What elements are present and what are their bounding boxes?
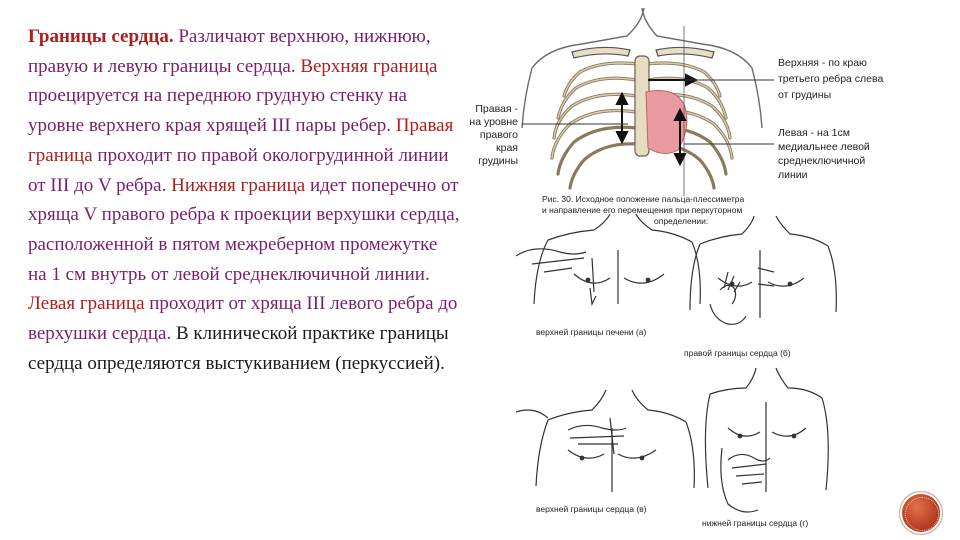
left-border-term: Левая граница (28, 293, 145, 315)
caption-line-3: определении: (654, 216, 709, 226)
panel-d-torso (705, 368, 828, 512)
label-left-line-1: Левая - на 1см (778, 127, 850, 139)
figure-caption (542, 194, 744, 226)
rib-cage-figure (452, 8, 902, 196)
label-left-line-3: среднеключичной (778, 155, 866, 167)
label-left-line-4: линии (778, 169, 808, 181)
clinical-practice-text: В клинической практике границы сердца определяются выстукиванием (перкуссией). (28, 323, 449, 374)
right-border-term: Правая граница (28, 115, 454, 166)
label-upper-line-2: третьего ребра слева (778, 73, 884, 85)
panel-b-torso (690, 216, 836, 324)
paragraph-title: Границы сердца. (28, 26, 174, 47)
left-border-text: проходит от хряща III левого ребра до верхушки сердца. (28, 293, 458, 345)
label-upper-border (778, 57, 883, 101)
label-upper-line-1: Верхняя - по краю (778, 57, 867, 69)
label-right-line-4: края (496, 142, 518, 154)
panel-c-torso (516, 390, 694, 492)
panel-b-label: правой границы сердца (б) (684, 348, 791, 358)
panel-c-label: верхней границы сердца (в) (536, 504, 647, 514)
description-paragraph (28, 22, 460, 378)
upper-border-text: проецируется на переднюю грудную стенку на уровне верхнего края хрящей III пары ребер. (28, 85, 407, 137)
caption-line-2: и направление его перемещения при перкуторном (542, 205, 743, 215)
label-right-line-1: Правая - (475, 103, 518, 115)
label-right-line-2: на уровне (469, 116, 518, 128)
label-left-line-2: медиальнее левой (778, 141, 870, 153)
caption-line-1: Рис. 30. Исходное положение пальца-плессиметра (542, 194, 745, 204)
label-left-border (778, 127, 870, 181)
panel-a-torso (516, 214, 700, 304)
lower-border-term: Нижняя граница (171, 174, 306, 196)
label-right-line-3: правого (479, 129, 518, 141)
upper-border-term: Верхняя граница (300, 55, 438, 77)
percussion-figure (514, 192, 844, 538)
label-right-line-5: грудины (478, 155, 518, 167)
label-right-border (469, 103, 518, 167)
panel-a-label: верхней границы печени (а) (536, 327, 647, 337)
badge-ring (905, 497, 939, 531)
decorative-badge-icon (902, 494, 940, 532)
label-upper-line-3: от грудины (778, 89, 832, 101)
right-border-text: проходит по правой окологрудинной линии от III до V ребра. (28, 144, 449, 196)
panel-d-label: нижней границы сердца (г) (702, 518, 809, 528)
lower-border-text: идет поперечно от хряща V правого ребра к проекции верхушки сердца, расположенной в пятом межреберном промежутке на 1 см внутрь от левой среднеключичной линии. (28, 174, 460, 285)
paragraph-intro: Различают верхнюю, нижнюю, правую и левую границы сердца. (28, 26, 431, 77)
